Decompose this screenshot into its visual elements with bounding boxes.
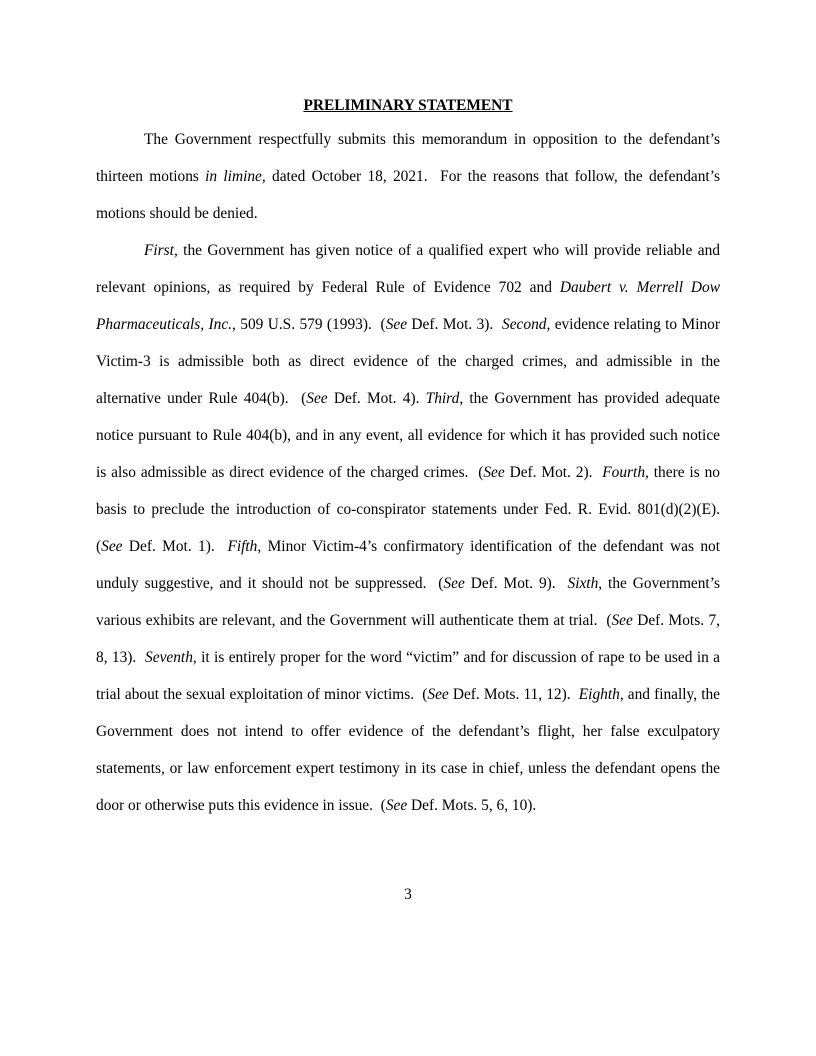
text-run: , the Government has provided adequate notice pursuant to Rule 404(b), and in any event, all evidence for which it has provided such notice is also admissible as direct evidence of the charged crimes. ( [96,390,720,481]
text-run: , dated October 18, 2021. For the reasons that follow, the defendant’s motions should be denied. [96,168,720,222]
italic-text: First [144,242,174,259]
text-run: , the Government’s various exhibits are relevant, and the Government will authenticate them at trial. ( [96,575,720,629]
italic-text: Fifth [227,538,258,555]
italic-text: See [427,686,449,703]
italic-text: See [443,575,465,592]
document-page [96,96,720,824]
italic-text: See [483,464,505,481]
text-run: Def. Mots. 5, 6, 10). [407,797,537,814]
body-text [96,121,720,824]
italic-text: Sixth [567,575,599,592]
text-run: Def. Mot. 3). [407,316,503,333]
text-run: , 509 U.S. 579 (1993). ( [232,316,386,333]
text-run: Def. Mot. 1). [122,538,228,555]
italic-text: See [385,316,408,333]
italic-text: See [611,612,633,629]
text-run: Def. Mot. 9). [464,575,568,592]
text-run: Def. Mot. 4). [327,390,426,407]
italic-text: Seventh [145,649,193,666]
page-number: 3 [404,886,412,903]
text-run: The Government respectfully submits this memorandum in opposition to the defendant’s thirteen motions [96,131,720,185]
italic-text: Eighth [578,686,620,703]
text-run: , the Government has given notice of a qualified expert who will provide reliable and relevant opinions, as required by Federal Rule of Evidence 702 and [96,242,720,296]
italic-text: See [101,538,123,555]
italic-text: See [306,390,328,407]
text-run: , there is no basis to preclude the introduction of co-conspirator statements under Fed. R. Evid. 801(d)(2)(E). ( [96,464,720,555]
paragraph-intro [96,121,720,232]
text-run: , evidence relating to Minor Victim-3 is admissible both as direct evidence of the charged crimes, and admissible in the alternative under Rule 404(b). ( [96,316,720,407]
text-run: Def. Mots. 11, 12). [448,686,579,703]
text-run: Def. Mot. 2). [504,464,603,481]
text-run: , and finally, the Government does not intend to offer evidence of the defendant’s flight, her false exculpatory statements, or law enforcement expert testimony in its case in chief, unless the defendant opens the door or otherwise puts this evidence in issue. ( [96,686,720,814]
text-run: Def. Mots. 7, 8, 13). [96,612,720,666]
italic-text: Daubert v. Merrell Dow Pharmaceuticals, Inc. [96,279,720,333]
italic-text: Second [502,316,547,333]
italic-text: See [385,797,408,814]
italic-text: Fourth [602,464,646,481]
section-heading: PRELIMINARY STATEMENT [303,97,513,114]
text-run: , Minor Victim-4’s confirmatory identification of the defendant was not unduly suggestive, and it should not be suppressed. ( [96,538,720,592]
italic-text: Third [425,390,460,407]
italic-text: in limine [205,168,262,185]
paragraph-summary [96,232,720,824]
text-run: , it is entirely proper for the word “victim” and for discussion of rape to be used in a trial about the sexual exploitation of minor victims. ( [96,649,721,703]
